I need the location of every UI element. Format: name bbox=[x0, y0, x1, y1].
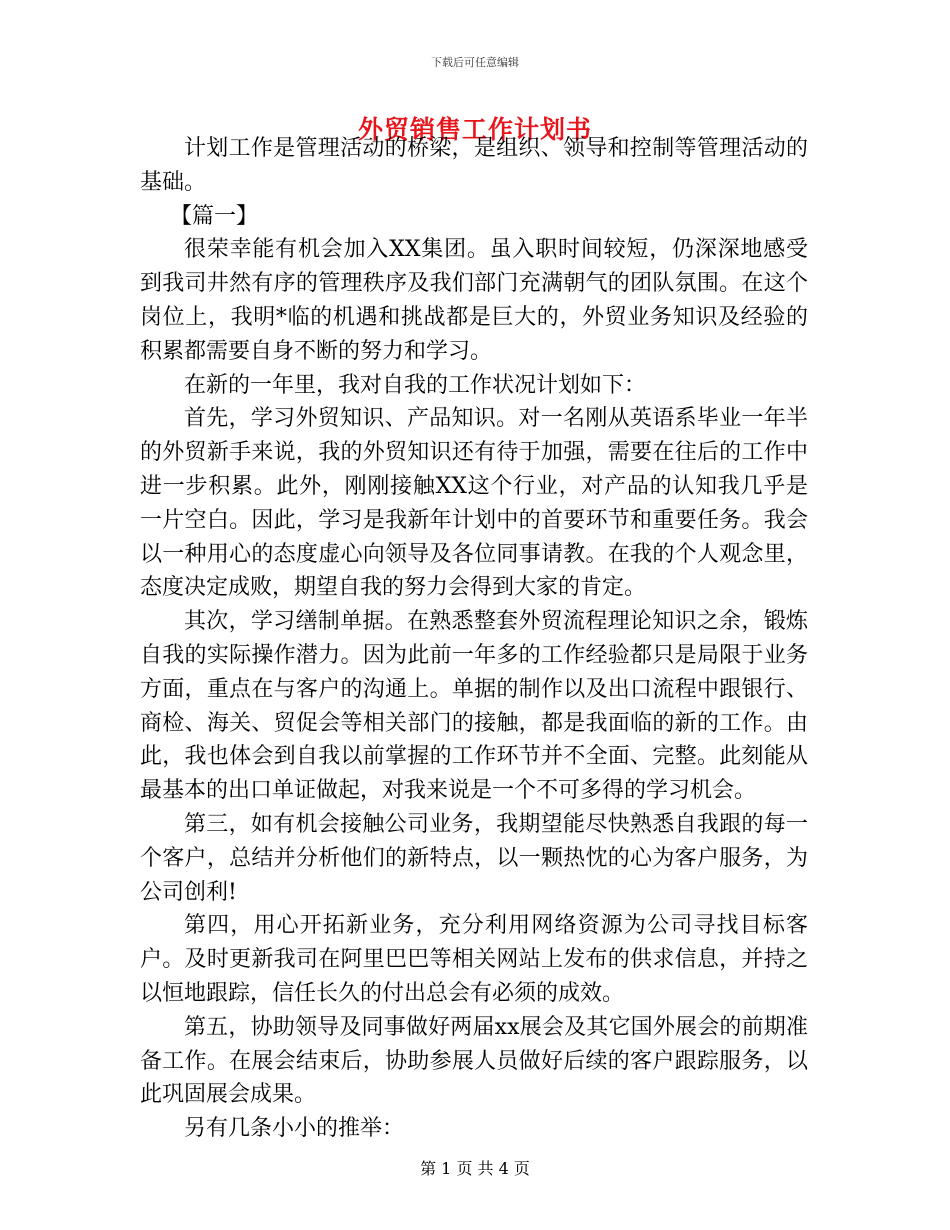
body-paragraph: 首先，学习外贸知识、产品知识。对一名刚从英语系毕业一年半的外贸新手来说，我的外贸知识还有待于加强，需要在往后的工作中进一步积累。此外，刚刚接触XX这个行业，对产品的认知我几乎是一片空白。因此，学习是我新年计划中的首要环节和重要任务。我会以一种用心的态度虚心向领导及各位同事请教。在我的个人观念里，态度决定成败，期望自我的努力会得到大家的肯定。 bbox=[140, 406, 808, 601]
section-heading: 【篇一】 bbox=[170, 203, 259, 229]
body-paragraph: 另有几条小小的推举： bbox=[184, 1116, 405, 1142]
page-number: 第 1 页 共 4 页 bbox=[420, 1159, 530, 1178]
document-body bbox=[140, 132, 808, 1146]
body-paragraph: 其次，学习缮制单据。在熟悉整套外贸流程理论知识之余，锻炼自我的实际操作潜力。因为此前一年多的工作经验都只是局限于业务方面，重点在与客户的沟通上。单据的制作以及出口流程中跟银行、商检、海关、贸促会等相关部门的接触，都是我面临的新的工作。由此，我也体会到自我以前掌握的工作环节并不全面、完整。此刻能从最基本的出口单证做起，对我来说是一个不可多得的学习机会。 bbox=[140, 609, 808, 804]
document-title: 外贸销售工作计划书 bbox=[357, 115, 592, 144]
intro-paragraph: 计划工作是管理活动的桥梁，是组织、领导和控制等管理活动的基础。 bbox=[140, 136, 808, 195]
body-paragraph: 在新的一年里，我对自我的工作状况计划如下： bbox=[184, 372, 647, 398]
body-paragraph: 第三，如有机会接触公司业务，我期望能尽快熟悉自我跟的每一个客户，总结并分析他们的新特点，以一颗热忱的心为客户服务，为公司创利! bbox=[140, 811, 808, 905]
body-paragraph: 第五，协助领导及同事做好两届xx展会及其它国外展会的前期准备工作。在展会结束后，协助参展人员做好后续的客户跟踪服务，以此巩固展会成果。 bbox=[140, 1014, 808, 1108]
header-note: 下载后可任意编辑 bbox=[431, 56, 519, 69]
body-paragraph: 很荣幸能有机会加入XX集团。虽入职时间较短，仍深深地感受到我司井然有序的管理秩序及我们部门充满朝气的团队氛围。在这个岗位上，我明*临的机遇和挑战都是巨大的，外贸业务知识及经验的积累都需要自身不断的努力和学习。 bbox=[140, 237, 808, 364]
body-paragraph: 第四，用心开拓新业务，充分利用网络资源为公司寻找目标客户。及时更新我司在阿里巴巴等相关网站上发布的供求信息，并持之以恒地跟踪，信任长久的付出总会有必须的成效。 bbox=[140, 913, 808, 1006]
